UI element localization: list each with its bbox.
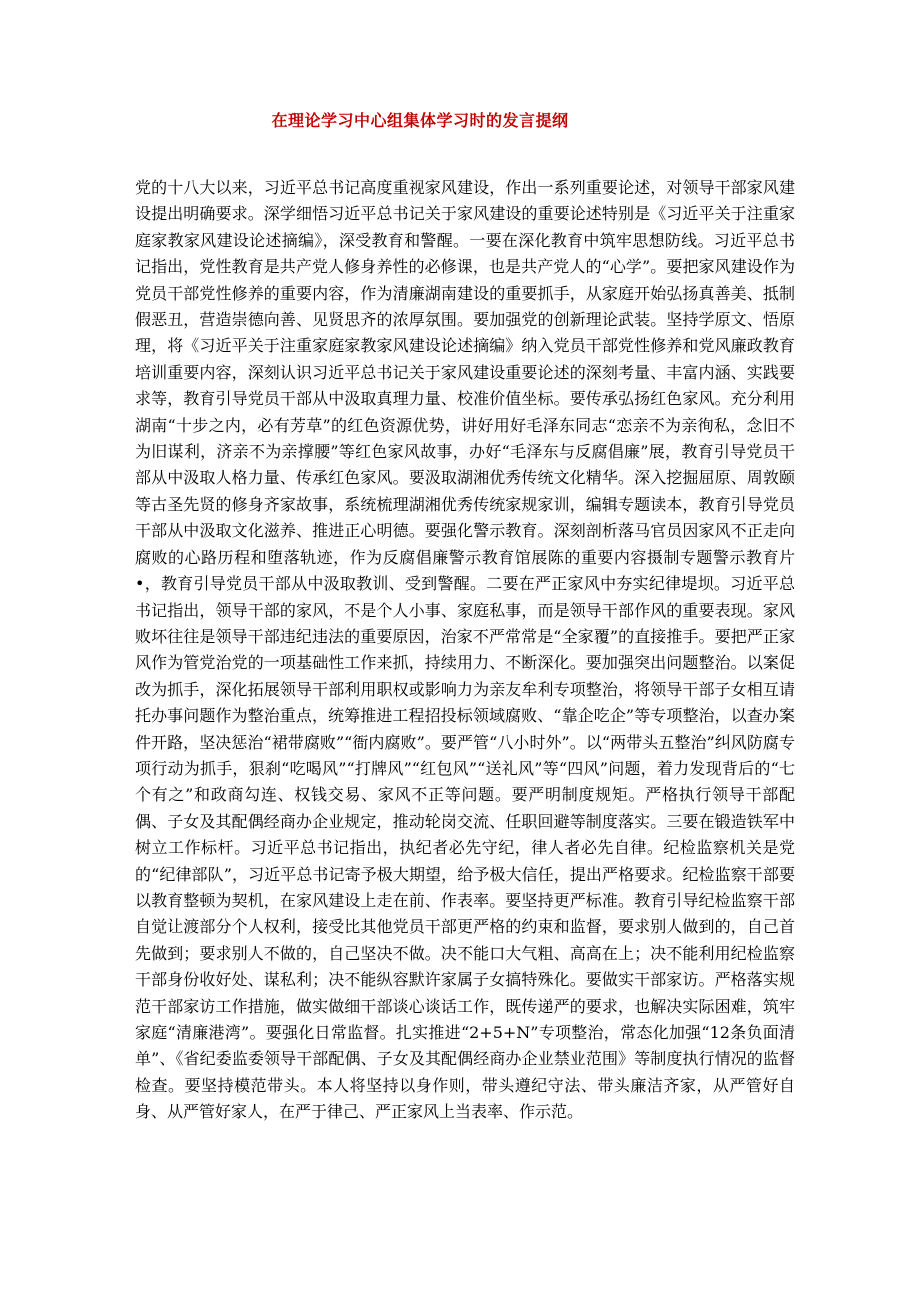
document-title: 在理论学习中心组集体学习时的发言提纲 bbox=[271, 111, 569, 130]
document-body: 党的十八大以来，习近平总书记高度重视家风建设，作出一系列重要论述，对领导干部家风建设提出明确要求。深学细悟习近平总书记关于家风建设的重要论述特别是《习近平关于注重家庭家教家风建设论述摘编》，深受教育和警醒。一要在深化教育中筑牢思想防线。习近平总书记指出，党性教育是共产党人修身养性的必修课，也是共产党人的“心学”。要把家风建设作为党员干部党性修养的重要内容，作为清廉湖南建设的重要抓手，从家庭开始弘扬真善美、抵制假恶丑，营造崇德向善、见贤思齐的浓厚氛围。要加强党的创新理论武装。坚持学原文、悟原理，将《习近平关于注重家庭家教家风建设论述摘编》纳入党员干部党性修养和党风廉政教育培训重要内容，深刻认识习近平总书记关于家风建设重要论述的深刻考量、丰富内涵、实践要求等，教育引导党员干部从中汲取真理力量、校准价值坐标。要传承弘扬红色家风。充分利用湖南“十步之内，必有芳草”的红色资源优势，讲好用好毛泽东同志“恋亲不为亲徇私，念旧不为旧谋利，济亲不为亲撑腰”等红色家风故事，办好“毛泽东与反腐倡廉”展，教育引导党员干部从中汲取人格力量、传承红色家风。要汲取湖湘优秀传统文化精华。深入挖掘屈原、周敦颐等古圣先贤的修身齐家故事，系统梳理湖湘优秀传统家规家训，编辑专题读本，教育引导党员干部从中汲取文化滋养、推进正心明德。要强化警示教育。深刻剖析落马官员因家风不正走向腐败的心路历程和堕落轨迹，作为反腐倡廉警示教育馆展陈的重要内容摄制专题警示教育片•，教育引导党员干部从中汲取教训、受到警醒。二要在严正家风中夯实纪律堤坝。习近平总书记指出，领导干部的家风，不是个人小事、家庭私事，而是领导干部作风的重要表现。家风败坏往往是领导干部违纪违法的重要原因，治家不严常常是“全家覆”的直接推手。要把严正家风作为管党治党的一项基础性工作来抓，持续用力、不断深化。要加强突出问题整治。以案促改为抓手，深化拓展领导干部利用职权或影响力为亲友牟利专项整治，将领导干部子女相互请托办事问题作为整治重点，统筹推进工程招投标领域腐败、“靠企吃企”等专项整治，以查办案件开路，坚决惩治“裙带腐败”“衙内腐败”。要严管“八小时外”。以“两带头五整治”纠风防腐专项行动为抓手，狠刹“吃喝风”“打牌风”“红包风”“送礼风”等“四风”问题，着力发现背后的“七个有之”和政商勾连、权钱交易、家风不正等问题。要严明制度规矩。严格执行领导干部配偶、子女及其配偶经商办企业规定，推动轮岗交流、任职回避等制度落实。三要在锻造铁军中树立工作标杆。习近平总书记指出，执纪者必先守纪，律人者必先自律。纪检监察机关是党的“纪律部队”，习近平总书记寄予极大期望，给予极大信任，提出严格要求。纪检监察干部要以教育整顿为契机，在家风建设上走在前、作表率。要坚持更严标准。教育引导纪检监察干部自觉让渡部分个人权利，接受比其他党员干部更严格的约束和监督，要求别人做到的，自己首先做到；要求别人不做的，自己坚决不做。决不能口大气粗、高高在上；决不能利用纪检监察干部身份收好处、谋私利；决不能纵容默许家属子女搞特殊化。要做实干部家访。严格落实规范干部家访工作措施，做实做细干部谈心谈话工作，既传递严的要求，也解决实际困难，筑牢家庭“清廉港湾”。要强化日常监督。扎实推进“2+5+N”专项整治，常态化加强“12条负面清单”、《省纪委监委领导干部配偶、子女及其配偶经商办企业禁业范围》等制度执行情况的监督检查。要坚持模范带头。本人将坚持以身作则，带头遵纪守法、带头廉洁齐家，从严管好自身、从严管好家人，在严于律己、严正家风上当表率、作示范。 bbox=[135, 178, 795, 1122]
